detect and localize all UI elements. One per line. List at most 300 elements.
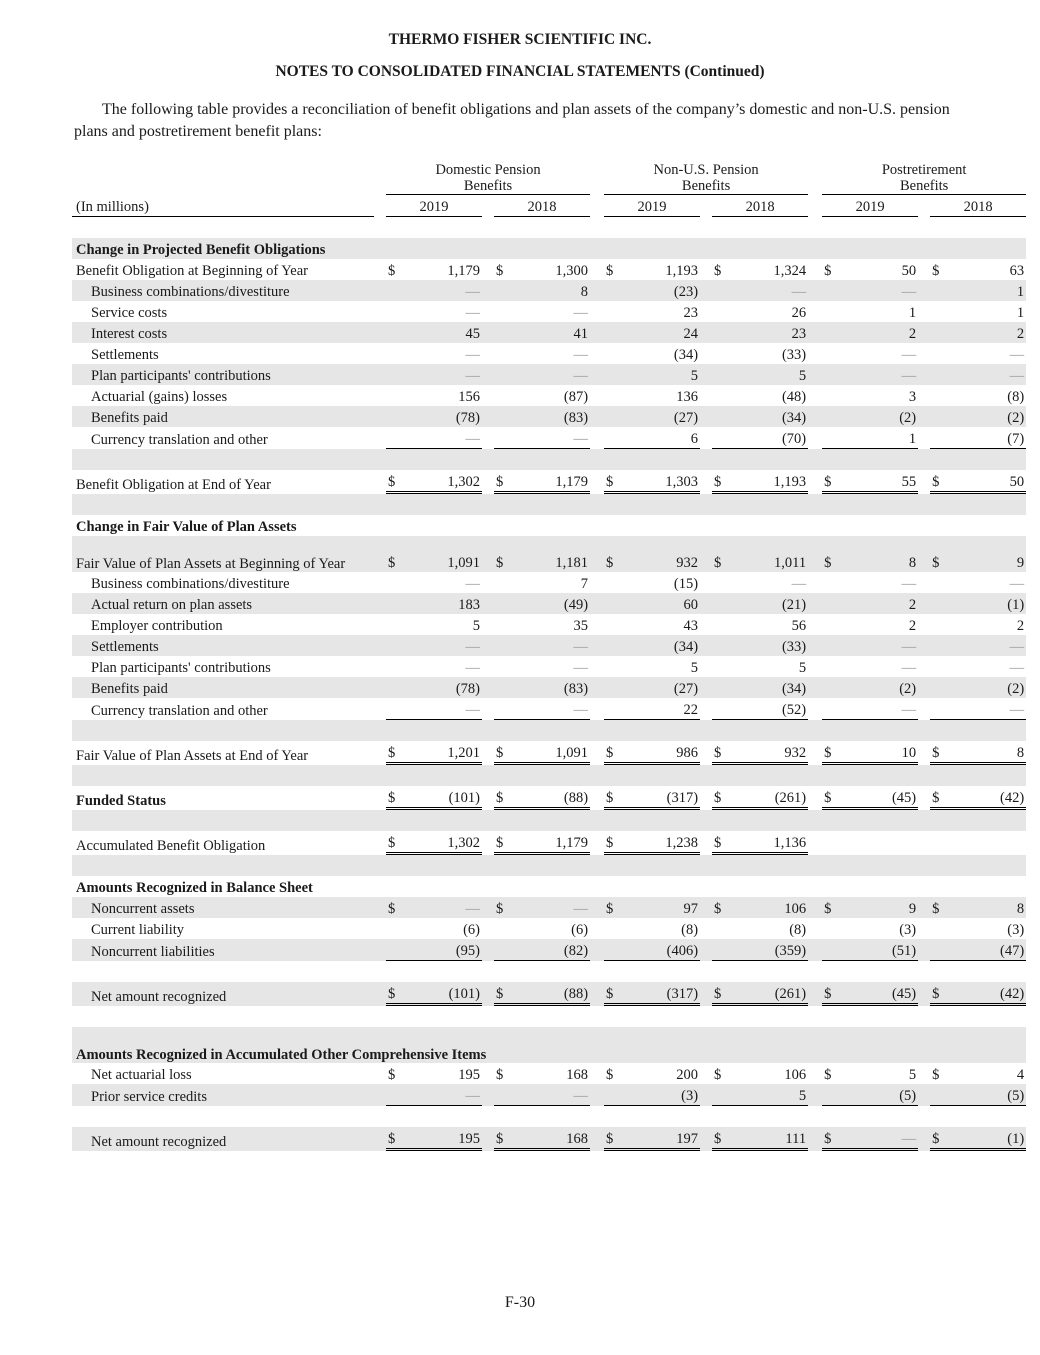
- cell-value: (406): [624, 939, 700, 961]
- currency-symbol: $: [388, 263, 396, 279]
- cell-value: 195: [406, 1127, 482, 1151]
- cell-value: 4: [1016, 1067, 1025, 1083]
- row-label: Settlements: [91, 347, 159, 363]
- cell-value: 2: [1016, 618, 1025, 634]
- row-label: Noncurrent assets: [72, 897, 374, 918]
- cell-value: (70): [732, 427, 808, 449]
- cell-value: —: [514, 698, 590, 720]
- cell-value: —: [573, 660, 589, 676]
- currency-symbol: $: [712, 831, 732, 855]
- currency-symbol: $: [712, 470, 732, 494]
- cell-value: 1,179: [514, 470, 590, 494]
- row-label: Employer contribution: [91, 618, 223, 634]
- currency-symbol: $: [824, 263, 832, 279]
- cell-value: 1,136: [732, 831, 808, 855]
- cell-value: (48): [781, 389, 807, 405]
- currency-symbol: $: [496, 1067, 504, 1083]
- year-header: 2019: [386, 195, 482, 217]
- cell-value: 5: [624, 364, 700, 385]
- cell-value: (27): [624, 677, 700, 698]
- cell-value: —: [465, 305, 480, 321]
- currency-symbol: $: [824, 1067, 832, 1083]
- row-label: Benefit Obligation at Beginning of Year: [76, 263, 308, 279]
- table-row: [72, 939, 1026, 961]
- group-header-line2: Benefits: [899, 178, 949, 194]
- group-header-line1: Non-U.S. Pension: [653, 162, 759, 178]
- units-label: (In millions): [72, 195, 374, 217]
- table-row: [72, 897, 1026, 918]
- cell-value: (51): [842, 939, 918, 961]
- currency-symbol: $: [714, 263, 722, 279]
- cell-value: 1,181: [514, 536, 590, 572]
- cell-value: 1: [842, 427, 918, 449]
- cell-value: —: [950, 635, 1026, 656]
- cell-value: 1,300: [555, 263, 589, 279]
- cell-value: 2: [842, 322, 918, 343]
- cell-value: 7: [580, 576, 589, 592]
- cell-value: (52): [732, 698, 808, 720]
- cell-value: 3: [908, 389, 917, 405]
- table-row: [72, 470, 1026, 494]
- cell-value: 8: [514, 280, 590, 301]
- cell-value: 1: [908, 305, 917, 321]
- cell-value: —: [465, 660, 480, 676]
- spacer-row: [72, 217, 1026, 238]
- currency-symbol: $: [932, 263, 940, 279]
- cell-value: —: [514, 364, 590, 385]
- page-subtitle: NOTES TO CONSOLIDATED FINANCIAL STATEMENTS (Continued): [275, 63, 765, 80]
- cell-value: 97: [624, 897, 700, 918]
- cell-value: —: [406, 427, 482, 449]
- spacer-row: [72, 494, 1026, 515]
- cell-value: 23: [732, 322, 808, 343]
- cell-value: 106: [784, 1067, 807, 1083]
- row-label: Interest costs: [72, 322, 374, 343]
- table-row: [72, 280, 1026, 301]
- currency-symbol: $: [930, 741, 950, 765]
- cell-value: 22: [624, 698, 700, 720]
- cell-value: (88): [514, 982, 590, 1006]
- cell-value: (2): [950, 677, 1026, 698]
- table-row: [72, 918, 1026, 939]
- cell-value: (15): [673, 576, 699, 592]
- currency-symbol: $: [494, 741, 514, 765]
- currency-symbol: $: [822, 982, 842, 1006]
- row-label: Benefits paid: [72, 406, 374, 427]
- cell-value: —: [573, 347, 589, 363]
- row-label: Fair Value of Plan Assets at End of Year: [76, 748, 309, 764]
- spacer-row: [72, 765, 1026, 786]
- cell-value: —: [406, 364, 482, 385]
- cell-value: (8): [1007, 389, 1025, 405]
- cell-value: 168: [566, 1067, 589, 1083]
- currency-symbol: $: [822, 786, 842, 810]
- row-label: Business combinations/divestiture: [72, 280, 374, 301]
- cell-value: (82): [514, 939, 590, 961]
- currency-symbol: $: [386, 741, 406, 765]
- spacer-row: [72, 810, 1026, 831]
- table-row: [72, 364, 1026, 385]
- cell-value: (83): [514, 406, 590, 427]
- currency-symbol: $: [494, 1127, 514, 1151]
- currency-symbol: $: [386, 536, 406, 572]
- currency-symbol: $: [494, 470, 514, 494]
- table-row: [72, 635, 1026, 656]
- cell-value: —: [842, 1127, 918, 1151]
- cell-value: —: [514, 427, 590, 449]
- cell-value: (27): [624, 406, 700, 427]
- row-label: Prior service credits: [72, 1084, 374, 1106]
- cell-value: (34): [732, 677, 808, 698]
- cell-value: 1,238: [624, 831, 700, 855]
- group-header-line1: Domestic Pension: [435, 162, 541, 178]
- cell-value: 2: [842, 593, 918, 614]
- cell-value: 5: [732, 364, 808, 385]
- cell-value: 183: [406, 593, 482, 614]
- cell-value: —: [406, 897, 482, 918]
- cell-value: (78): [406, 406, 482, 427]
- spacer-row: [72, 1006, 1026, 1027]
- cell-value: 1,201: [406, 741, 482, 765]
- cell-value: (95): [406, 939, 482, 961]
- page-number: F-30: [504, 1294, 536, 1311]
- cell-value: 41: [514, 322, 590, 343]
- currency-symbol: $: [712, 786, 732, 810]
- row-label: Plan participants' contributions: [72, 364, 374, 385]
- currency-symbol: $: [930, 897, 950, 918]
- cell-value: (42): [950, 982, 1026, 1006]
- table-row: [72, 427, 1026, 449]
- cell-value: (45): [842, 786, 918, 810]
- cell-value: (261): [732, 982, 808, 1006]
- cell-value: —: [901, 660, 917, 676]
- year-header: 2018: [712, 195, 808, 217]
- cell-value: 1,091: [406, 536, 482, 572]
- cell-value: 1,324: [773, 263, 807, 279]
- cell-value: (5): [842, 1084, 918, 1106]
- cell-value: (5): [950, 1084, 1026, 1106]
- currency-symbol: $: [494, 536, 514, 572]
- row-label: Net actuarial loss: [91, 1067, 192, 1083]
- row-label: Service costs: [91, 305, 168, 321]
- cell-value: —: [573, 305, 589, 321]
- cell-value: (78): [406, 677, 482, 698]
- row-label: Actuarial (gains) losses: [91, 389, 228, 405]
- year-header: 2019: [604, 195, 700, 217]
- cell-value: (2): [950, 406, 1026, 427]
- currency-symbol: $: [930, 1127, 950, 1151]
- currency-symbol: $: [388, 1067, 396, 1083]
- currency-symbol: $: [930, 982, 950, 1006]
- cell-value: —: [791, 576, 807, 592]
- currency-symbol: $: [496, 263, 504, 279]
- year-header: 2018: [930, 195, 1026, 217]
- currency-symbol: $: [930, 786, 950, 810]
- group-header: [604, 160, 808, 195]
- cell-value: —: [514, 1084, 590, 1106]
- cell-value: 8: [950, 741, 1026, 765]
- cell-value: 195: [458, 1067, 480, 1083]
- cell-value: (101): [406, 786, 482, 810]
- currency-symbol: $: [712, 897, 732, 918]
- cell-value: 5: [798, 660, 807, 676]
- currency-symbol: $: [606, 263, 614, 279]
- cell-value: 26: [791, 305, 807, 321]
- cell-value: 1,302: [406, 470, 482, 494]
- currency-symbol: $: [714, 1067, 722, 1083]
- table-row: [72, 982, 1026, 1006]
- table-row: [72, 677, 1026, 698]
- cell-value: (1): [950, 593, 1026, 614]
- intro-paragraph: The following table provides a reconciliation of benefit obligations and plan assets of the company’s domestic and non-U.S. pension plans and postretirement benefit plans:: [74, 101, 950, 140]
- table-row: [72, 536, 1026, 572]
- spacer-row: [72, 961, 1026, 982]
- cell-value: —: [406, 1084, 482, 1106]
- row-label: Plan participants' contributions: [91, 660, 271, 676]
- currency-symbol: $: [930, 536, 950, 572]
- cell-value: (359): [732, 939, 808, 961]
- cell-value: 5: [472, 618, 480, 634]
- table-row: [72, 322, 1026, 343]
- cell-value: —: [514, 897, 590, 918]
- cell-value: 932: [624, 536, 700, 572]
- table-row: [72, 572, 1026, 593]
- row-label: Currency translation and other: [91, 432, 268, 448]
- table-row: [72, 1084, 1026, 1106]
- row-label: Currency translation and other: [91, 703, 268, 719]
- currency-symbol: $: [822, 470, 842, 494]
- cell-value: (34): [624, 635, 700, 656]
- section-heading-row: [72, 876, 1026, 897]
- currency-symbol: $: [604, 470, 624, 494]
- row-label: Noncurrent liabilities: [72, 939, 374, 961]
- cell-value: —: [842, 280, 918, 301]
- group-header-line2: Benefits: [681, 178, 731, 194]
- section-heading: Change in Fair Value of Plan Assets: [76, 519, 297, 535]
- cell-value: (34): [732, 406, 808, 427]
- cell-value: 9: [950, 536, 1026, 572]
- currency-symbol: $: [932, 1067, 940, 1083]
- cell-value: (3): [899, 922, 917, 938]
- currency-symbol: $: [712, 741, 732, 765]
- currency-symbol: $: [494, 831, 514, 855]
- cell-value: (23): [624, 280, 700, 301]
- cell-value: 56: [791, 618, 807, 634]
- cell-value: (1): [950, 1127, 1026, 1151]
- cell-value: 168: [514, 1127, 590, 1151]
- row-label: Actual return on plan assets: [72, 593, 374, 614]
- cell-value: —: [1009, 576, 1025, 592]
- section-heading: Amounts Recognized in Balance Sheet: [76, 880, 313, 896]
- currency-symbol: $: [822, 897, 842, 918]
- cell-value: 1,193: [732, 470, 808, 494]
- cell-value: 1,179: [514, 831, 590, 855]
- cell-value: 1,302: [406, 831, 482, 855]
- cell-value: (88): [514, 786, 590, 810]
- cell-value: (2): [842, 406, 918, 427]
- benefit-reconciliation-table: [72, 160, 1026, 1151]
- cell-value: 63: [1009, 263, 1025, 279]
- currency-symbol: $: [604, 741, 624, 765]
- currency-symbol: $: [386, 470, 406, 494]
- currency-symbol: $: [930, 470, 950, 494]
- cell-value: (6): [463, 922, 480, 938]
- section-heading: Amounts Recognized in Accumulated Other Comprehensive Items: [72, 1027, 1026, 1063]
- currency-symbol: $: [604, 897, 624, 918]
- currency-symbol: $: [604, 982, 624, 1006]
- cell-value: (3): [1007, 922, 1025, 938]
- currency-symbol: $: [494, 786, 514, 810]
- spacer-row: [72, 720, 1026, 741]
- cell-value: —: [901, 347, 917, 363]
- cell-value: 35: [573, 618, 589, 634]
- row-label: Funded Status: [76, 793, 166, 809]
- cell-value: 8: [842, 536, 918, 572]
- cell-value: (317): [624, 982, 700, 1006]
- cell-value: 24: [624, 322, 700, 343]
- cell-value: 23: [683, 305, 699, 321]
- cell-value: —: [465, 347, 480, 363]
- table-row: [72, 259, 1026, 280]
- column-group-header: [72, 160, 1026, 195]
- cell-value: (33): [732, 635, 808, 656]
- section-heading-row: [72, 238, 1026, 259]
- spacer-row: [72, 855, 1026, 876]
- cell-value: (261): [732, 786, 808, 810]
- section-heading-row: [72, 1027, 1026, 1063]
- currency-symbol: $: [822, 536, 842, 572]
- cell-value: (21): [732, 593, 808, 614]
- cell-value: —: [1009, 660, 1025, 676]
- cell-value: 1,193: [665, 263, 699, 279]
- cell-value: —: [732, 280, 808, 301]
- cell-value: —: [842, 364, 918, 385]
- year-header-row: [72, 195, 1026, 217]
- currency-symbol: $: [386, 786, 406, 810]
- cell-value: —: [950, 698, 1026, 720]
- table-row: [72, 385, 1026, 406]
- cell-value: 200: [676, 1067, 699, 1083]
- cell-value: —: [842, 635, 918, 656]
- cell-value: 1: [950, 280, 1026, 301]
- currency-symbol: $: [712, 982, 732, 1006]
- cell-value: —: [406, 280, 482, 301]
- cell-value: (6): [571, 922, 589, 938]
- currency-symbol: $: [604, 536, 624, 572]
- cell-value: —: [406, 635, 482, 656]
- currency-symbol: $: [386, 982, 406, 1006]
- row-label: Settlements: [72, 635, 374, 656]
- year-header: 2018: [494, 195, 590, 217]
- cell-value: 1: [1016, 305, 1025, 321]
- cell-value: —: [406, 698, 482, 720]
- section-heading-row: [72, 515, 1026, 536]
- spacer-row: [72, 1106, 1026, 1127]
- cell-value: 2: [908, 618, 917, 634]
- currency-symbol: $: [712, 536, 732, 572]
- year-header: 2019: [822, 195, 918, 217]
- cell-value: 111: [732, 1127, 808, 1151]
- cell-value: 136: [676, 389, 699, 405]
- cell-value: (7): [950, 427, 1026, 449]
- cell-value: (47): [950, 939, 1026, 961]
- cell-value: 43: [683, 618, 699, 634]
- cell-value: (33): [781, 347, 807, 363]
- table-row: [72, 786, 1026, 810]
- cell-value: 9: [842, 897, 918, 918]
- cell-value: —: [1009, 347, 1025, 363]
- currency-symbol: $: [606, 1067, 614, 1083]
- table-row: [72, 343, 1026, 364]
- group-header-line2: Benefits: [463, 178, 513, 194]
- cell-value: —: [901, 576, 917, 592]
- section-heading: Change in Projected Benefit Obligations: [72, 238, 1026, 259]
- row-label: Current liability: [91, 922, 185, 938]
- table-row: [72, 301, 1026, 322]
- cell-value: (101): [406, 982, 482, 1006]
- table-row: [72, 656, 1026, 677]
- cell-value: 106: [732, 897, 808, 918]
- currency-symbol: $: [494, 982, 514, 1006]
- table-row: [72, 698, 1026, 720]
- cell-value: (34): [673, 347, 699, 363]
- group-header: [386, 160, 590, 195]
- group-header-line1: Postretirement: [881, 162, 967, 178]
- row-label: Fair Value of Plan Assets at Beginning of Year: [72, 536, 374, 572]
- cell-value: 5: [908, 1067, 917, 1083]
- cell-value: 2: [950, 322, 1026, 343]
- cell-value: 1,011: [732, 536, 808, 572]
- cell-value: 55: [842, 470, 918, 494]
- group-header: [822, 160, 1026, 195]
- table-row: [72, 1127, 1026, 1151]
- cell-value: (2): [842, 677, 918, 698]
- cell-value: 8: [950, 897, 1026, 918]
- currency-symbol: $: [822, 1127, 842, 1151]
- currency-symbol: $: [494, 897, 514, 918]
- cell-value: —: [842, 698, 918, 720]
- row-label: Benefits paid: [72, 677, 374, 698]
- cell-value: (45): [842, 982, 918, 1006]
- currency-symbol: $: [604, 831, 624, 855]
- cell-value: 60: [624, 593, 700, 614]
- currency-symbol: $: [386, 1127, 406, 1151]
- currency-symbol: $: [822, 741, 842, 765]
- cell-value: —: [465, 576, 480, 592]
- table-row: [72, 1063, 1026, 1084]
- cell-value: 50: [950, 470, 1026, 494]
- table-row: [72, 741, 1026, 765]
- table-row: [72, 614, 1026, 635]
- cell-value: 10: [842, 741, 918, 765]
- cell-value: (317): [624, 786, 700, 810]
- row-label: Net amount recognized: [72, 1127, 374, 1151]
- table-row: [72, 593, 1026, 614]
- cell-value: 5: [690, 660, 699, 676]
- cell-value: —: [950, 364, 1026, 385]
- cell-value: (83): [514, 677, 590, 698]
- cell-value: (42): [950, 786, 1026, 810]
- cell-value: 156: [458, 389, 480, 405]
- cell-value: 1,303: [624, 470, 700, 494]
- currency-symbol: $: [386, 897, 406, 918]
- cell-value: 45: [406, 322, 482, 343]
- currency-symbol: $: [712, 1127, 732, 1151]
- cell-value: 5: [732, 1084, 808, 1106]
- cell-value: 6: [624, 427, 700, 449]
- table-row: [72, 831, 1026, 855]
- row-label: Benefit Obligation at End of Year: [76, 477, 271, 493]
